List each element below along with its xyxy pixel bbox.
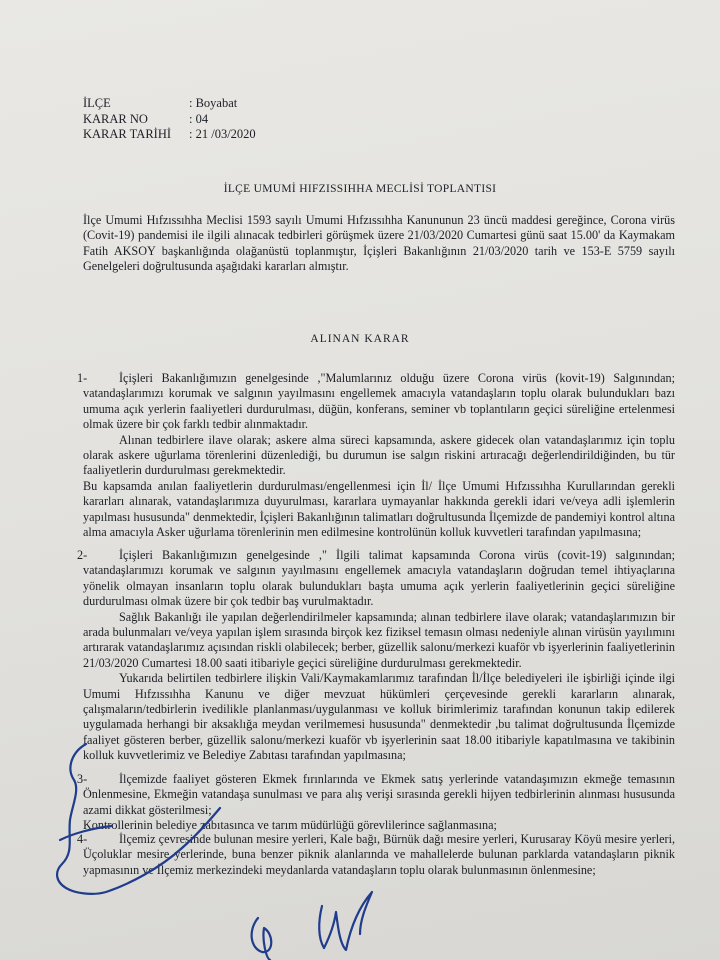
decision-title: ALINAN KARAR [310, 333, 410, 345]
item-1-paragraph-b: Alınan tedbirlere ilave olarak; askere alma süreci kapsamında, askere gidecek olan vatandaşlarımız için toplu olarak askere uğurlama törenlerini düzenlediği, bu durumun ise salgın riskini artıracağı değerlendirildiğinden, bu tür faaliyetlerin durdurulması gerekmektedir. [83, 432, 675, 478]
item-number-4: 4- [77, 832, 88, 846]
decision-number-label: KARAR NO [83, 111, 148, 126]
item-2-paragraph-a: İçişleri Bakanlığımızın genelgesinde ," İlgili talimat kapsamında Corona virüs (covit-19) salgınından; vatandaşlarımızı korumak ve salgının yayılmasını engellemek amacıyla vatandaşların doğrudan temel ihtiyaçlarına yönelik olmayan insanların toplu olarak bulundukları başta umuma açık yerlerin faaliyetlerinin geçici süreliğine durdurulması olmak üzere bir çok tedbir baş vurulmaktadır. [83, 548, 675, 609]
district-row [83, 96, 256, 112]
decision-item-4 [83, 832, 675, 878]
item-number-2: 2- [77, 548, 88, 562]
item-number-3: 3- [77, 772, 88, 786]
decision-number-value: : 04 [189, 111, 209, 126]
item-number-1: 1- [77, 371, 88, 385]
decision-header [83, 96, 256, 143]
signature-right [319, 892, 372, 950]
item-3-paragraph-a: İlçemizde faaliyet gösteren Ekmek fırınlarında ve Ekmek satış yerlerinde vatandaşımızın ekmeğe temasının Önlenmesine, Ekmeğin vatandaşa sunulması ve para alış verişi sırasında gerekli hijyen tedbirlerinin alınması hususunda azami dikkat gösterilmesi; [83, 772, 675, 817]
document-title: İLÇE UMUMİ HIFZISSIHHA MECLİSİ TOPLANTISI [223, 183, 497, 195]
item-1-paragraph-a: İçişleri Bakanlığımızın genelgesinde ,"Malumlarınız olduğu üzere Corona virüs (kovit-19) Salgınından; vatandaşlarımızı korumak ve salgının yayılmasını engellemek amacıyla vatandaşların toplu olarak bulundukları bazı umuma açık yerlerin faaliyetleri durdurulması, düğün, konferans, seminer vb toplantıların geçici süreliğine ertelenmesi olmak üzere bir çok farklı tedbir alınmaktadır. [83, 371, 675, 432]
item-1-paragraph-c: Bu kapsamda anılan faaliyetlerin durdurulması/engellenmesi için İl/ İlçe Umumi Hıfzıssıhha Kurullarından gerekli kararları alınarak, vatandaşlarımıza duyurulması, kararlara uymayanlar hakkında gerekli idari ve/veya adli işlemlerin yapılması hususunda" denmektedir, İçişleri Bakanlığının talimatları doğrultusunda İlçemizde de pandemiyi kontrol altına alma amacıyla Asker uğurlama törenlerinin men edilmesine kontrolünün kolluk kuvvetleri tarafından yapılmasına; [83, 478, 675, 540]
item-4-paragraph-a: İlçemiz çevresinde bulunan mesire yerleri, Kale bağı, Bürnük dağı mesire yerleri, Kurusaray Köyü mesire yerleri, Üçoluklar mesire yerlerinde, buna benzer piknik alanlarında ve mahallelerde bulunan parklarda vatandaşların piknik yapmasının ve İlçemiz merkezindeki meydanlarda vatandaşların toplu olarak bulunmasının önlenmesine; [83, 832, 675, 877]
decision-item-3 [83, 772, 675, 834]
decision-date-row [83, 127, 256, 143]
district-label: İLÇE [83, 96, 111, 110]
item-3-paragraph-b: Kontrollerinin belediye zabıtasınca ve tarım müdürlüğü görevlilerince sağlanmasına; [83, 818, 497, 833]
item-2-paragraph-b: Sağlık Bakanlığı ile yapılan değerlendirilmeler kapsamında; alınan tedbirlere ilave olarak; vatandaşlarımızın bir arada bulunmaları ve/veya yapılan işlem sırasında birçok kez fiziksel temasın olması nedeniyle alınan virüsün yayılımını artırarak vatandaşlarımız açısından riskli olabilecek; berber, güzellik salonu/merkezi kuaför vb işyerlerinin faaliyetlerinin 21/03/2020 Cumartesi 18.00 saati itibariyle geçici süreliğine durdurulması gerekmektedir. [83, 609, 675, 670]
decision-item-2 [83, 548, 675, 764]
district-value: : Boyabat [189, 96, 238, 110]
intro-paragraph: İlçe Umumi Hıfzıssıhha Meclisi 1593 sayılı Umumi Hıfzıssıhha Kanununun 23 üncü maddesi gereğince, Corona virüs (Covit-19) pandemisi ile ilgili alınacak tedbirleri görüşmek üzere 21/03/2020 Cumartesi günü saat 15.00' da Kaymakam Fatih AKSOY başkanlığında olağanüstü toplanmıştır, İçişleri Bakanlığının 21/03/2020 tarih ve 153-E 5759 sayılı Genelgeleri doğrultusunda aşağıdaki kararları almıştır. [83, 213, 675, 274]
signature-left [252, 918, 272, 960]
decision-number-row [83, 112, 256, 128]
decision-date-value: : 21 /03/2020 [189, 127, 256, 141]
decision-item-1 [83, 371, 675, 540]
decision-date-label: KARAR TARİHİ [83, 127, 172, 141]
item-2-paragraph-c: Yukarıda belirtilen tedbirlere ilişkin Vali/Kaymakamlarımız tarafından İl/İlçe belediyeleri ile işbirliği içinde ilgi Umumi Hıfzıssıhha Kanunu ve diğer mevzuat hükümleri çerçevesinde gerekli kararların alınarak, çalışmaların/tedbirlerin ivedilikle planlanması/uygulanması ve kolluk birimlerimiz tarafından konunun takip edilerek uygulamada herhangi bir aksaklığa meydan verilmemesi hususunda" denmektedir ,bu talimat doğrultusunda İlçemizde faaliyet gösteren berber, güzellik salonu/merkezi kuaför vb işyerlerinin saat 18.00 itibariyle kapatılmasına ve takibinin kolluk kuvvetlerimiz ve Belediye Zabıtası tarafından yapılmasına; [83, 671, 675, 763]
